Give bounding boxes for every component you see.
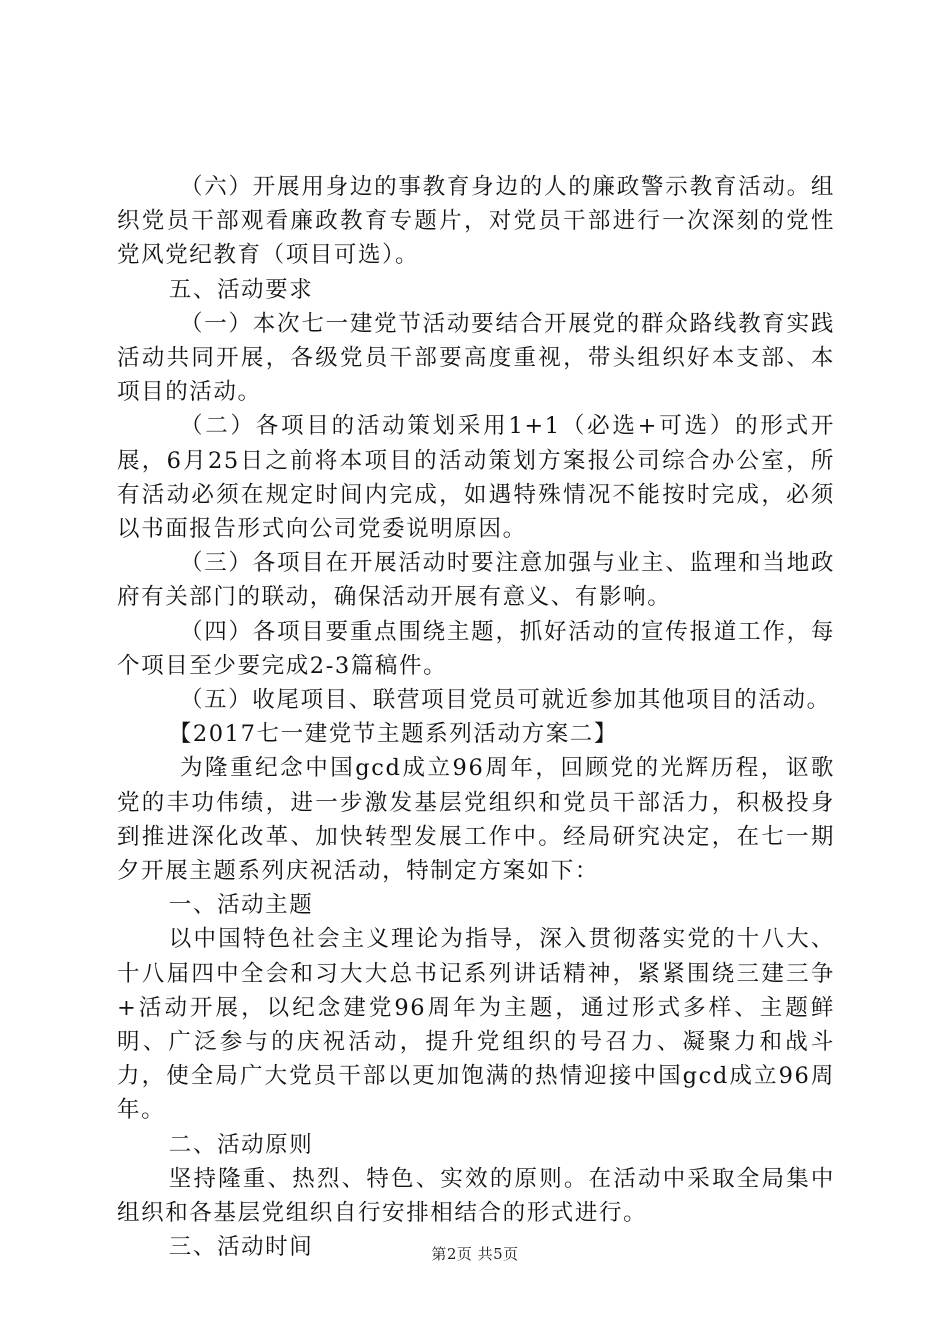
plan-two-title: 【2017七一建党节主题系列活动方案二】 — [168, 721, 619, 748]
paragraph-plan-intro: 为隆重纪念中国gcd成立96周年，回顾党的光辉历程，讴歌党的丰功伟绩，进一步激发基层党组织和党员干部活力，积极投身到推进深化改革、加快转型发展工作中。经局研究决定，在七一期夕开展主题系列庆祝活动，特制定方案如下： — [117, 755, 835, 885]
paragraph-requirement-4: （四）各项目要重点围绕主题，抓好活动的宣传报道工作，每个项目至少要完成2-3篇稿件。 — [117, 618, 835, 679]
paragraph-requirement-3: （三）各项目在开展活动时要注意加强与业主、监理和当地政府有关部门的联动，确保活动开展有意义、有影响。 — [117, 550, 835, 611]
paragraph-theme: 以中国特色社会主义理论为指导，深入贯彻落实党的十八大、十八届四中全会和习大大总书记系列讲话精神，紧紧围绕三建三争+活动开展，以纪念建党96周年为主题，通过形式多样、主题鲜明、广泛参与的庆祝活动，提升党组织的号召力、凝聚力和战斗力，使全局广大党员干部以更加饱满的热情迎接中国gcd成立96周年。 — [117, 926, 835, 1124]
paragraph-item-6: （六）开展用身边的事教育身边的人的廉政警示教育活动。组织党员干部观看廉政教育专题片，对党员干部进行一次深刻的党性党风党纪教育（项目可选）。 — [117, 174, 835, 269]
page-number-footer: 第2页 共5页 — [431, 1245, 519, 1263]
paragraph-requirement-2: （二）各项目的活动策划采用1+1（必选+可选）的形式开展，6月25日之前将本项目的活动策划方案报公司综合办公室，所有活动必须在规定时间内完成，如遇特殊情况不能按时完成，必须以书面报告形式向公司党委说明原因。 — [117, 413, 835, 543]
paragraph-principles: 坚持隆重、热烈、特色、实效的原则。在活动中采取全局集中组织和各基层党组织自行安排相结合的形式进行。 — [117, 1165, 835, 1227]
paragraph-requirement-1: （一）本次七一建党节活动要结合开展党的群众路线教育实践活动共同开展，各级党员干部要高度重视，带头组织好本支部、本项目的活动。 — [117, 310, 835, 406]
section-heading-requirements: 五、活动要求 — [168, 276, 314, 303]
section-heading-theme: 一、活动主题 — [168, 892, 314, 919]
paragraph-requirement-5: （五）收尾项目、联营项目党员可就近参加其他项目的活动。 — [180, 687, 831, 714]
document-body — [117, 170, 835, 1265]
section-heading-time: 三、活动时间 — [168, 1234, 314, 1261]
section-heading-principles: 二、活动原则 — [168, 1131, 314, 1158]
